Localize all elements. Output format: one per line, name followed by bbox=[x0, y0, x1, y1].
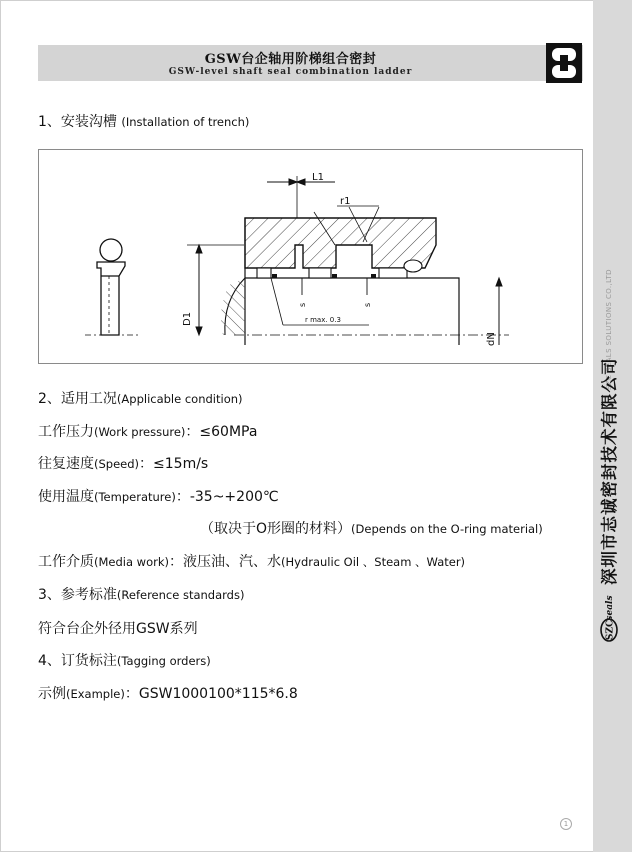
svg-text:SZC: SZC bbox=[605, 619, 616, 641]
svg-text:s: s bbox=[363, 302, 372, 307]
svg-text:seals: seals bbox=[605, 595, 615, 621]
condition-temperature-note: （取决于O形圈的材料）(Depends on the O-ring material) bbox=[200, 521, 543, 537]
condition-temperature: 使用温度(Temperature)：-35~+200℃ bbox=[38, 489, 279, 505]
seal-profile bbox=[85, 239, 139, 335]
sidebar-company-cn: 深圳市志诚密封技术有限公司 bbox=[600, 357, 619, 585]
sidebar-company-en: SZC SEALS SOLUTIONS CO.,LTD bbox=[605, 269, 613, 390]
section-install: 1、安装沟槽 (Installation of trench) bbox=[38, 114, 250, 130]
section-order: 4、订货标注(Tagging orders) bbox=[38, 653, 211, 669]
section-standards: 3、参考标准(Reference standards) bbox=[38, 587, 245, 603]
seal-icon bbox=[546, 43, 582, 83]
page-number: 1 bbox=[560, 818, 572, 830]
order-example: 示例(Example)：GSW1000100*115*6.8 bbox=[38, 686, 298, 702]
condition-speed: 往复速度(Speed)：≤15m/s bbox=[38, 456, 209, 472]
svg-text:r1: r1 bbox=[340, 196, 351, 207]
section-condition: 2、适用工况(Applicable condition) bbox=[38, 391, 243, 407]
svg-text:D1: D1 bbox=[182, 311, 193, 326]
svg-text:L1: L1 bbox=[312, 172, 324, 183]
condition-pressure: 工作压力(Work pressure)：≤60MPa bbox=[38, 424, 258, 440]
page-subtitle: GSW-level shaft seal combination ladder bbox=[168, 67, 413, 77]
page-title: GSW台企轴用阶梯组合密封 bbox=[204, 52, 377, 67]
svg-text:r max. 0.3: r max. 0.3 bbox=[305, 316, 341, 324]
standards-text: 符合台企外径用GSW系列 bbox=[38, 621, 198, 637]
condition-media: 工作介质(Media work)：液压油、汽、水(Hydraulic Oil 、Steam 、Water) bbox=[38, 554, 466, 570]
installation-figure bbox=[38, 149, 583, 364]
svg-text:s: s bbox=[298, 302, 307, 307]
svg-text:dN: dN bbox=[486, 332, 497, 346]
szc-logo-icon bbox=[595, 592, 623, 644]
